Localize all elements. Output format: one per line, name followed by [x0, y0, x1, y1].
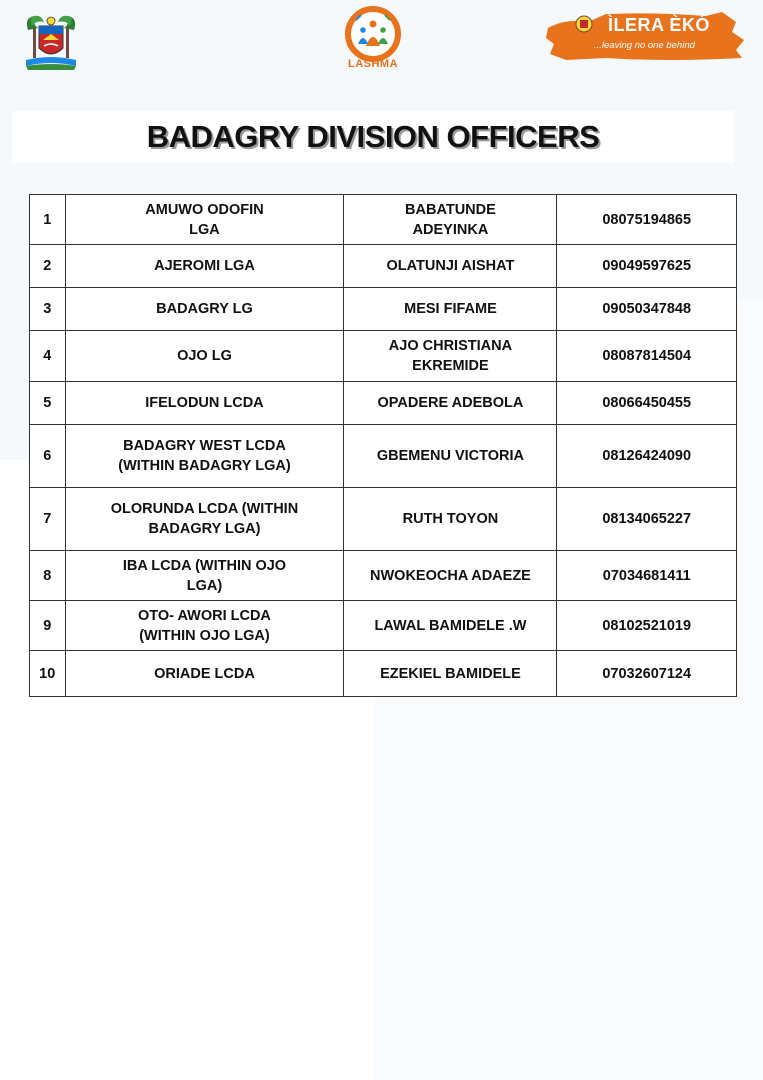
ilera-eko-logo	[546, 10, 746, 62]
phone-number: 08134065227	[557, 488, 737, 551]
phone-number: 07032607124	[557, 651, 737, 697]
officer-name: OPADERE ADEBOLA	[344, 382, 557, 425]
officers-table	[29, 194, 737, 697]
table-row	[30, 382, 737, 425]
lashma-label: LASHMA	[347, 58, 399, 70]
officer-name: LAWAL BAMIDELE .W	[344, 601, 557, 651]
lga-name: ORIADE LCDA	[65, 651, 344, 697]
row-number: 7	[30, 488, 66, 551]
phone-number: 08126424090	[557, 425, 737, 488]
ilera-eko-tagline: ...leaving no one behind	[594, 40, 695, 51]
row-number: 4	[30, 331, 66, 382]
lga-name: BADAGRY LG	[65, 288, 344, 331]
officer-name: GBEMENU VICTORIA	[344, 425, 557, 488]
phone-number: 08075194865	[557, 195, 737, 245]
table-row	[30, 488, 737, 551]
phone-number: 09050347848	[557, 288, 737, 331]
officer-name: RUTH TOYON	[344, 488, 557, 551]
lga-name: OJO LG	[65, 331, 344, 382]
table-row	[30, 195, 737, 245]
table-row	[30, 245, 737, 288]
table-row	[30, 651, 737, 697]
header-logos	[0, 0, 763, 80]
row-number: 5	[30, 382, 66, 425]
title-band	[12, 111, 734, 163]
lga-name: IFELODUN LCDA	[65, 382, 344, 425]
officer-name: OLATUNJI AISHAT	[344, 245, 557, 288]
row-number: 6	[30, 425, 66, 488]
officer-name: NWOKEOCHA ADAEZE	[344, 551, 557, 601]
officer-name: BABATUNDE ADEYINKA	[344, 195, 557, 245]
lga-name: AMUWO ODOFIN LGA	[65, 195, 344, 245]
phone-number: 08102521019	[557, 601, 737, 651]
table-row	[30, 601, 737, 651]
ilera-eko-title: ÌLERA ÈKÓ	[608, 15, 710, 35]
row-number: 1	[30, 195, 66, 245]
lashma-logo	[336, 6, 410, 74]
lga-name: BADAGRY WEST LCDA (WITHIN BADAGRY LGA)	[65, 425, 344, 488]
table-row	[30, 288, 737, 331]
phone-number: 07034681411	[557, 551, 737, 601]
row-number: 10	[30, 651, 66, 697]
phone-number: 08066450455	[557, 382, 737, 425]
phone-number: 09049597625	[557, 245, 737, 288]
lga-name: AJEROMI LGA	[65, 245, 344, 288]
table-row	[30, 331, 737, 382]
lashma-emblem-icon	[336, 6, 410, 62]
row-number: 3	[30, 288, 66, 331]
phone-number: 08087814504	[557, 331, 737, 382]
lga-name: IBA LCDA (WITHIN OJO LGA)	[65, 551, 344, 601]
page-title: BADAGRY DIVISION OFFICERS	[146, 119, 600, 154]
lga-name: OLORUNDA LCDA (WITHIN BADAGRY LGA)	[65, 488, 344, 551]
officer-name: EZEKIEL BAMIDELE	[344, 651, 557, 697]
lagos-coat-of-arms-icon	[20, 10, 82, 72]
lga-name: OTO- AWORI LCDA (WITHIN OJO LGA)	[65, 601, 344, 651]
officer-name: MESI FIFAME	[344, 288, 557, 331]
table-row	[30, 551, 737, 601]
row-number: 9	[30, 601, 66, 651]
table-row	[30, 425, 737, 488]
row-number: 8	[30, 551, 66, 601]
row-number: 2	[30, 245, 66, 288]
officer-name: AJO CHRISTIANA EKREMIDE	[344, 331, 557, 382]
